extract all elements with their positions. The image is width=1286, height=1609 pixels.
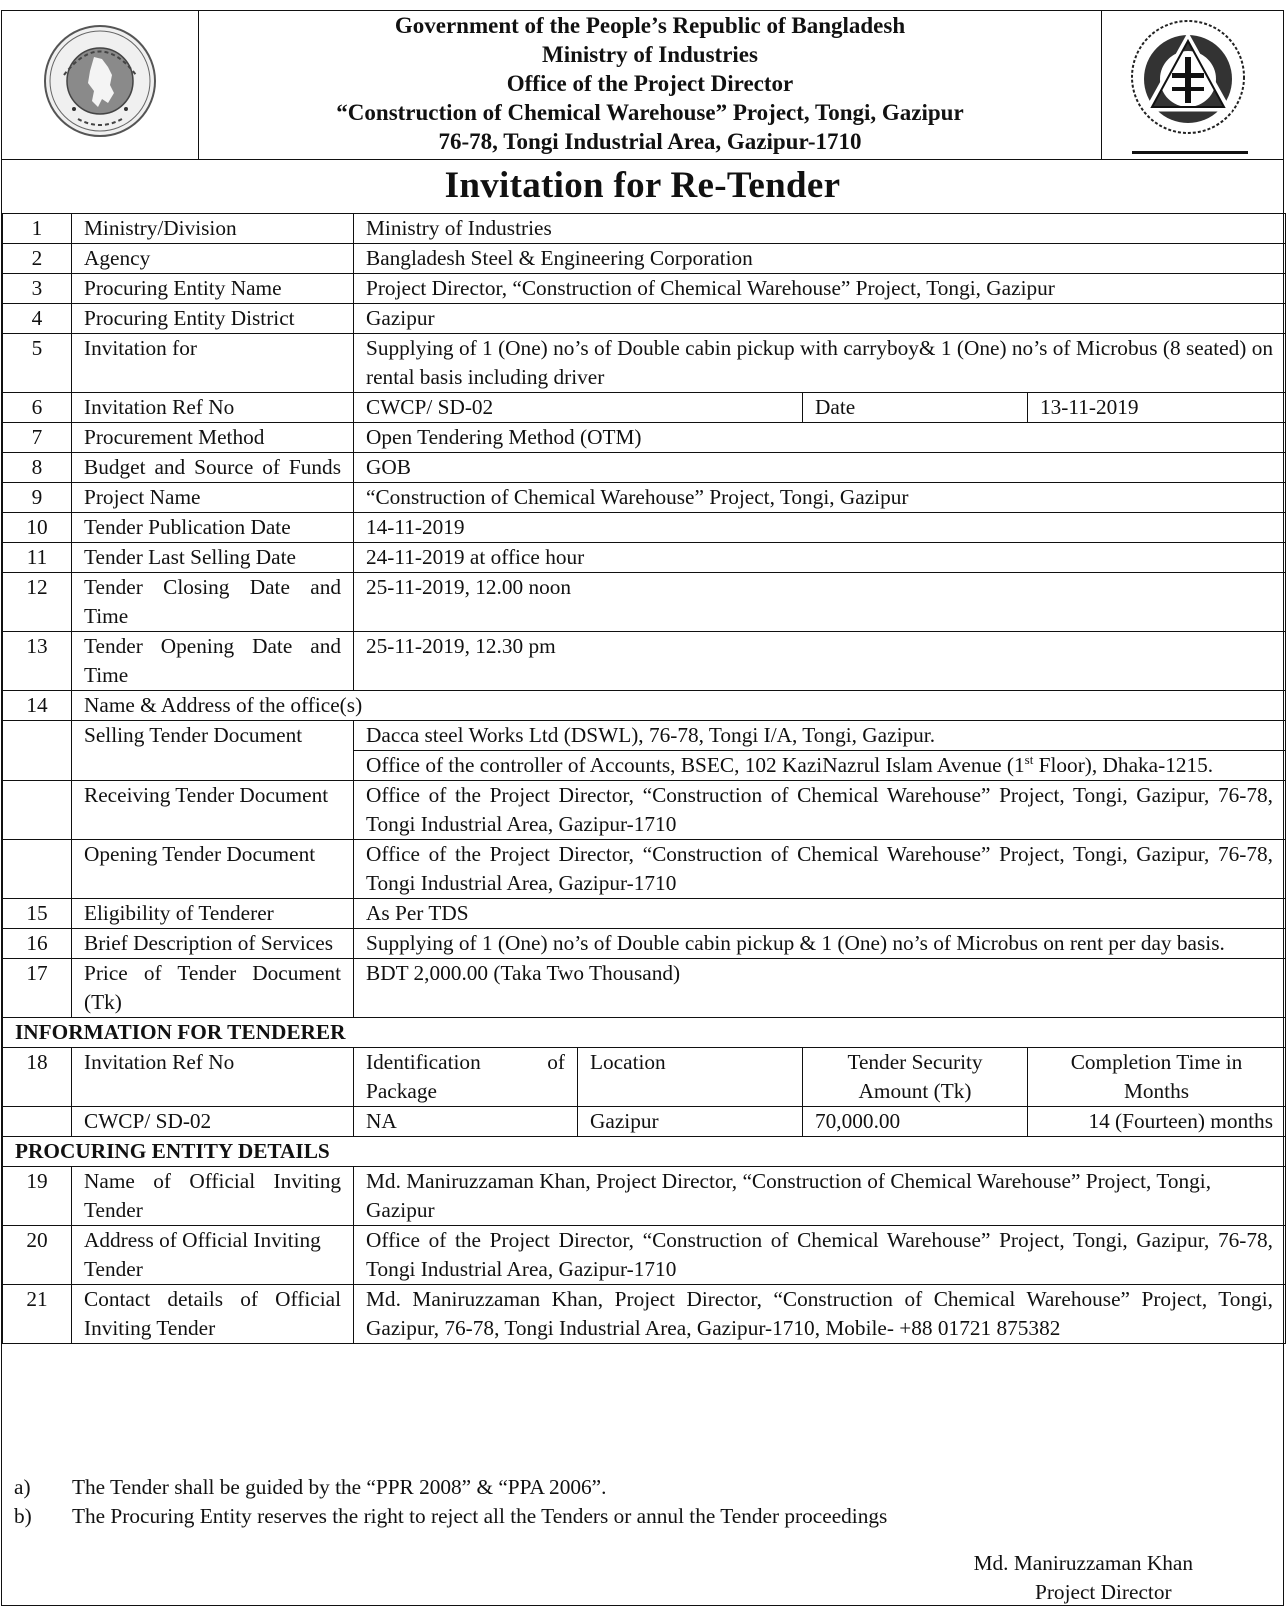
header-line-office: Office of the Project Director [506, 71, 794, 96]
row-label: Brief Description of Services [72, 929, 354, 959]
row-number: 16 [3, 929, 72, 959]
column-header: Identification of Package [354, 1048, 578, 1107]
row-value: Bangladesh Steel & Engineering Corporation [354, 244, 1286, 274]
address-part: Floor), Dhaka-1215. [1033, 753, 1214, 777]
row-label: Budget and Source of Funds [72, 453, 354, 483]
empty-cell [3, 1107, 72, 1137]
row-value: Dacca steel Works Ltd (DSWL), 76-78, Tongi I/A, Tongi, Gazipur. [354, 721, 1286, 751]
row-value: 24-11-2019 at office hour [354, 543, 1286, 573]
row-label: Invitation Ref No [72, 393, 354, 423]
row-number: 1 [3, 214, 72, 244]
row-number: 19 [3, 1167, 72, 1226]
row-number: 18 [3, 1048, 72, 1107]
column-header: Location [578, 1048, 803, 1107]
note-item [14, 1502, 887, 1531]
row-value: As Per TDS [354, 899, 1286, 929]
table-row [3, 513, 1286, 543]
table-row [3, 423, 1286, 453]
row-value: CWCP/ SD-02 [354, 393, 803, 423]
row-number: 10 [3, 513, 72, 543]
table-row [3, 1107, 1286, 1137]
empty-cell [3, 721, 72, 781]
table-row [3, 214, 1286, 244]
table-row [3, 393, 1286, 423]
tender-details-table [2, 213, 1286, 1344]
table-row [3, 1285, 1286, 1344]
ordinal-suffix: st [1024, 751, 1034, 767]
section-heading-entity: PROCURING ENTITY DETAILS [3, 1137, 1286, 1167]
row-label: Tender Publication Date [72, 513, 354, 543]
header-line-project: “Construction of Chemical Warehouse” Project, Tongi, Gazipur [336, 100, 964, 125]
note-text: The Tender shall be guided by the “PPR 2008” & “PPA 2006”. [72, 1475, 607, 1499]
signatory-title: Project Director [1034, 1580, 1172, 1604]
address-part: Office of the controller of Accounts, BSEC, 102 KaziNazrul Islam Avenue (1 [366, 753, 1025, 777]
table-cell: Gazipur [578, 1107, 803, 1137]
row-value: 25-11-2019, 12.00 noon [354, 573, 1286, 632]
row-label: Price of Tender Document (Tk) [72, 959, 354, 1018]
table-row [3, 899, 1286, 929]
page-title: Invitation for Re-Tender [444, 165, 841, 206]
row-label: Procuring Entity Name [72, 274, 354, 304]
row-value: Project Director, “Construction of Chemical Warehouse” Project, Tongi, Gazipur [354, 274, 1286, 304]
section-heading-row [3, 1137, 1286, 1167]
row-value: 14-11-2019 [354, 513, 1286, 543]
note-key: a) [14, 1475, 31, 1499]
table-row [3, 453, 1286, 483]
table-row [3, 959, 1286, 1018]
table-cell: 70,000.00 [803, 1107, 1028, 1137]
row-number: 4 [3, 304, 72, 334]
row-value [354, 751, 1286, 781]
letterhead [2, 11, 1283, 160]
table-cell: 14 (Fourteen) months [1028, 1107, 1286, 1137]
row-value: 25-11-2019, 12.30 pm [354, 632, 1286, 691]
table-cell: NA [354, 1107, 578, 1137]
row-value: “Construction of Chemical Warehouse” Project, Tongi, Gazipur [354, 483, 1286, 513]
table-row [3, 483, 1286, 513]
table-row [3, 274, 1286, 304]
table-row [3, 334, 1286, 393]
row-value: Ministry of Industries [354, 214, 1286, 244]
row-value: BDT 2,000.00 (Taka Two Thousand) [354, 959, 1286, 1018]
header-line-address: 76-78, Tongi Industrial Area, Gazipur-1710 [438, 129, 862, 154]
row-label: Name of Official Inviting Tender [72, 1167, 354, 1226]
row-value: Supplying of 1 (One) no’s of Double cabin pickup with carryboy& 1 (One) no’s of Microbus (8 seated) on rental basis including driver [354, 334, 1286, 393]
row-label: Selling Tender Document [72, 721, 354, 781]
row-label: Receiving Tender Document [72, 781, 354, 840]
row-number: 14 [3, 691, 72, 721]
row-number: 3 [3, 274, 72, 304]
column-header: Invitation Ref No [72, 1048, 354, 1107]
row-label: Opening Tender Document [72, 840, 354, 899]
row-number: 11 [3, 543, 72, 573]
tender-notice [1, 10, 1284, 1606]
row-number: 6 [3, 393, 72, 423]
date-value: 13-11-2019 [1028, 393, 1286, 423]
row-number: 5 [3, 334, 72, 393]
row-value: Md. Maniruzzaman Khan, Project Director, “Construction of Chemical Warehouse” Project, Tongi, Gazipur [354, 1167, 1286, 1226]
column-header: Tender Security Amount (Tk) [803, 1048, 1028, 1107]
signature-block [974, 1549, 1193, 1607]
row-number: 13 [3, 632, 72, 691]
header-line-ministry: Ministry of Industries [542, 42, 758, 67]
bsec-logo-icon [1128, 17, 1256, 155]
row-label: Tender Opening Date and Time [72, 632, 354, 691]
row-label: Procuring Entity District [72, 304, 354, 334]
table-row [3, 632, 1286, 691]
table-row [3, 691, 1286, 721]
row-label: Eligibility of Tenderer [72, 899, 354, 929]
table-row [3, 244, 1286, 274]
row-label: Tender Closing Date and Time [72, 573, 354, 632]
row-number: 8 [3, 453, 72, 483]
row-label: Invitation for [72, 334, 354, 393]
table-row [3, 721, 1286, 751]
table-row [3, 1048, 1286, 1107]
right-logo-box [1101, 11, 1283, 159]
row-number: 7 [3, 423, 72, 453]
row-value: Md. Maniruzzaman Khan, Project Director, “Construction of Chemical Warehouse” Project, Tongi, Gazipur, 76-78, Tongi Industrial Area, Gazipur-1710, Mobile- +88 01721 875382 [354, 1285, 1286, 1344]
table-row [3, 304, 1286, 334]
row-label: Contact details of Official Inviting Tender [72, 1285, 354, 1344]
row-number: 20 [3, 1226, 72, 1285]
table-cell: CWCP/ SD-02 [72, 1107, 354, 1137]
row-value: Office of the Project Director, “Construction of Chemical Warehouse” Project, Tongi, Gazipur, 76-78, Tongi Industrial Area, Gazipur-1710 [354, 1226, 1286, 1285]
row-label: Procurement Method [72, 423, 354, 453]
signatory-name: Md. Maniruzzaman Khan [973, 1551, 1193, 1575]
note-key: b) [14, 1504, 32, 1528]
row-label: Tender Last Selling Date [72, 543, 354, 573]
table-row [3, 840, 1286, 899]
row-label: Ministry/Division [72, 214, 354, 244]
column-header: Completion Time in Months [1028, 1048, 1286, 1107]
notes [14, 1473, 887, 1531]
row-number: 2 [3, 244, 72, 274]
table-row [3, 573, 1286, 632]
section-heading-row [3, 1018, 1286, 1048]
row-number: 15 [3, 899, 72, 929]
row-value: Office of the Project Director, “Construction of Chemical Warehouse” Project, Tongi, Gazipur, 76-78, Tongi Industrial Area, Gazipur-1710 [354, 781, 1286, 840]
row-value: Office of the Project Director, “Construction of Chemical Warehouse” Project, Tongi, Gazipur, 76-78, Tongi Industrial Area, Gazipur-1710 [354, 840, 1286, 899]
row-number: 17 [3, 959, 72, 1018]
row-value: Open Tendering Method (OTM) [354, 423, 1286, 453]
note-text: The Procuring Entity reserves the right to reject all the Tenders or annul the Tender proceedings [72, 1504, 888, 1528]
row-number: 21 [3, 1285, 72, 1344]
table-row [3, 1167, 1286, 1226]
table-row [3, 781, 1286, 840]
header-line-government: Government of the People’s Republic of Bangladesh [394, 13, 906, 38]
row-value: Supplying of 1 (One) no’s of Double cabin pickup & 1 (One) no’s of Microbus on rent per day basis. [354, 929, 1286, 959]
row-label: Address of Official Inviting Tender [72, 1226, 354, 1285]
date-label: Date [803, 393, 1028, 423]
row-label: Project Name [72, 483, 354, 513]
table-row [3, 1226, 1286, 1285]
left-logo-box [2, 11, 199, 159]
row-number: 12 [3, 573, 72, 632]
row-value: GOB [354, 453, 1286, 483]
section-heading-information: INFORMATION FOR TENDERER [3, 1018, 1286, 1048]
row-label: Name & Address of the office(s) [72, 691, 1286, 721]
row-value: Gazipur [354, 304, 1286, 334]
table-row [3, 929, 1286, 959]
note-item [14, 1473, 887, 1502]
row-label: Agency [72, 244, 354, 274]
letterhead-text [198, 11, 1102, 156]
empty-cell [3, 840, 72, 899]
government-seal-icon [42, 23, 158, 139]
row-number: 9 [3, 483, 72, 513]
empty-cell [3, 781, 72, 840]
table-row [3, 543, 1286, 573]
